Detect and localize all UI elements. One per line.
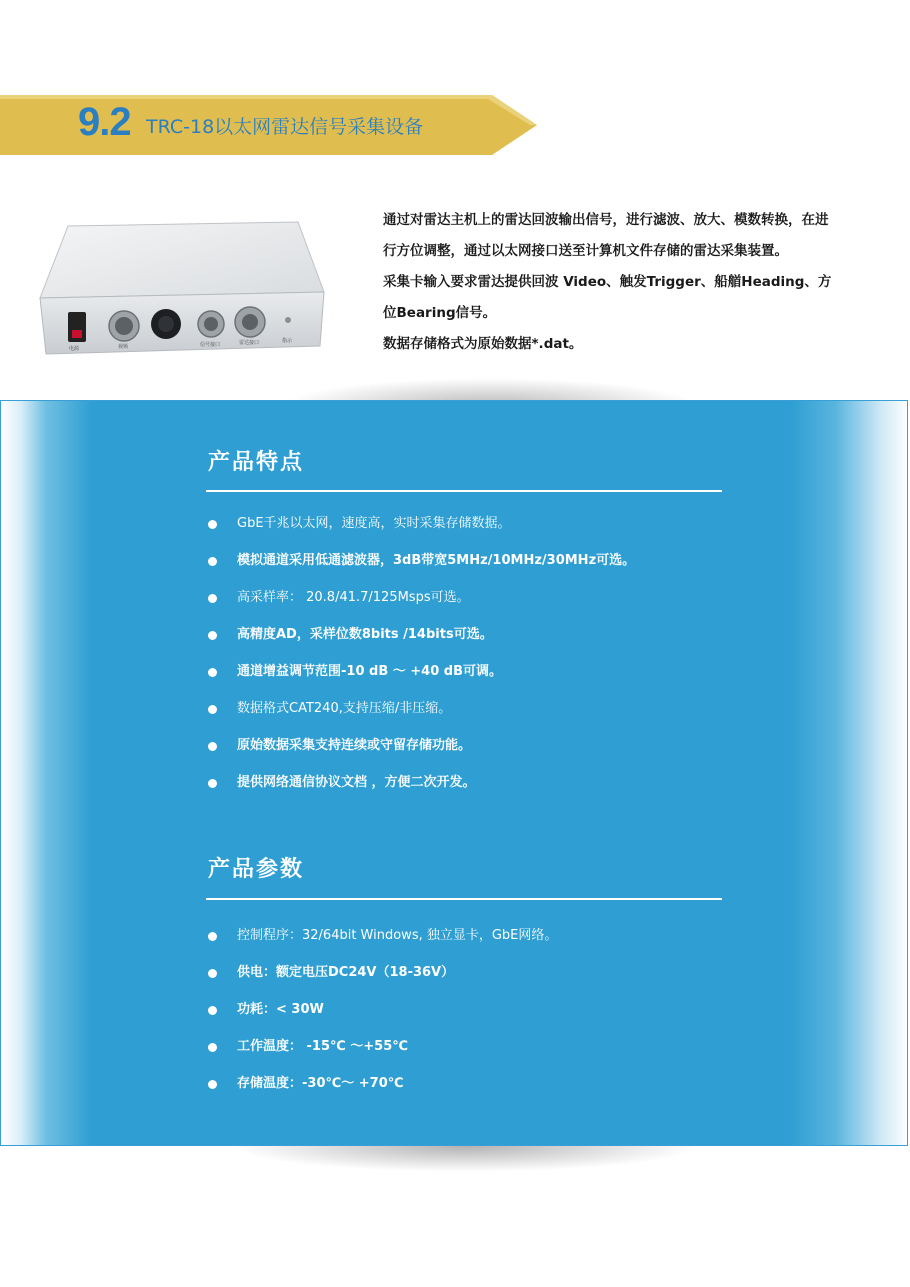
intro-paragraph: 通过对雷达主机上的雷达回波输出信号，进行滤波、放大、模数转换，在进行方位调整，通过以太网接口送至计算机文件存储的雷达采集装置。	[383, 212, 829, 259]
intro-description	[350, 205, 840, 360]
bullet-icon	[208, 631, 217, 640]
spec-item: 控制程序：32/64bit Windows, 独立显卡，GbE网络。	[208, 926, 557, 963]
panel-bottom-shadow	[230, 1146, 700, 1172]
feature-item: 高采样率： 20.8/41.7/125Msps可选。	[208, 588, 635, 625]
bullet-icon	[208, 969, 217, 978]
section-title: TRC-18以太网雷达信号采集设备	[146, 116, 424, 138]
specs-list	[208, 926, 557, 1111]
feature-item: 数据格式CAT240,支持压缩/非压缩。	[208, 699, 635, 736]
bullet-icon	[208, 1006, 217, 1015]
feature-item: 模拟通道采用低通滤波器，3dB带宽5MHz/10MHz/30MHz可选。	[208, 551, 635, 588]
spec-item: 存储温度：-30℃～ +70℃	[208, 1074, 557, 1111]
features-divider	[206, 490, 722, 492]
intro-paragraph: 数据存储格式为原始数据*.dat。	[383, 336, 583, 352]
bullet-icon	[208, 668, 217, 677]
spec-item: 功耗：< 30W	[208, 1000, 557, 1037]
device-port-label: 视频	[118, 344, 129, 350]
bullet-icon	[208, 594, 217, 603]
feature-item: GbE千兆以太网，速度高，实时采集存储数据。	[208, 514, 635, 551]
spec-item: 供电：额定电压DC24V（18-36V）	[208, 963, 557, 1000]
bullet-icon	[208, 705, 217, 714]
device-port-label: 信号接口	[200, 342, 221, 348]
device-image	[28, 212, 333, 372]
specs-title: 产品参数	[208, 857, 305, 882]
spec-item: 工作温度： -15℃ ～+55℃	[208, 1037, 557, 1074]
feature-item: 原始数据采集支持连续或守留存储功能。	[208, 736, 635, 773]
device-port-label: 雷达接口	[239, 340, 260, 346]
features-list	[208, 514, 635, 810]
bullet-icon	[208, 557, 217, 566]
intro-paragraph: 采集卡输入要求雷达提供回波 Video、触发Trigger、船艏Heading、方位Bearing信号。	[383, 274, 832, 321]
device-port-label: 电源	[69, 346, 80, 352]
device-port-label: 指示	[282, 338, 293, 344]
section-number: 9.2	[78, 100, 131, 144]
features-title: 产品特点	[208, 450, 305, 475]
bullet-icon	[208, 520, 217, 529]
specs-divider	[206, 898, 722, 900]
bullet-icon	[208, 1043, 217, 1052]
feature-item: 提供网络通信协议文档 ，方便二次开发。	[208, 773, 635, 810]
feature-item: 高精度AD，采样位数8bits /14bits可选。	[208, 625, 635, 662]
bullet-icon	[208, 742, 217, 751]
bullet-icon	[208, 779, 217, 788]
bullet-icon	[208, 932, 217, 941]
bullet-icon	[208, 1080, 217, 1089]
feature-item: 通道增益调节范围-10 dB ～ +40 dB可调。	[208, 662, 635, 699]
